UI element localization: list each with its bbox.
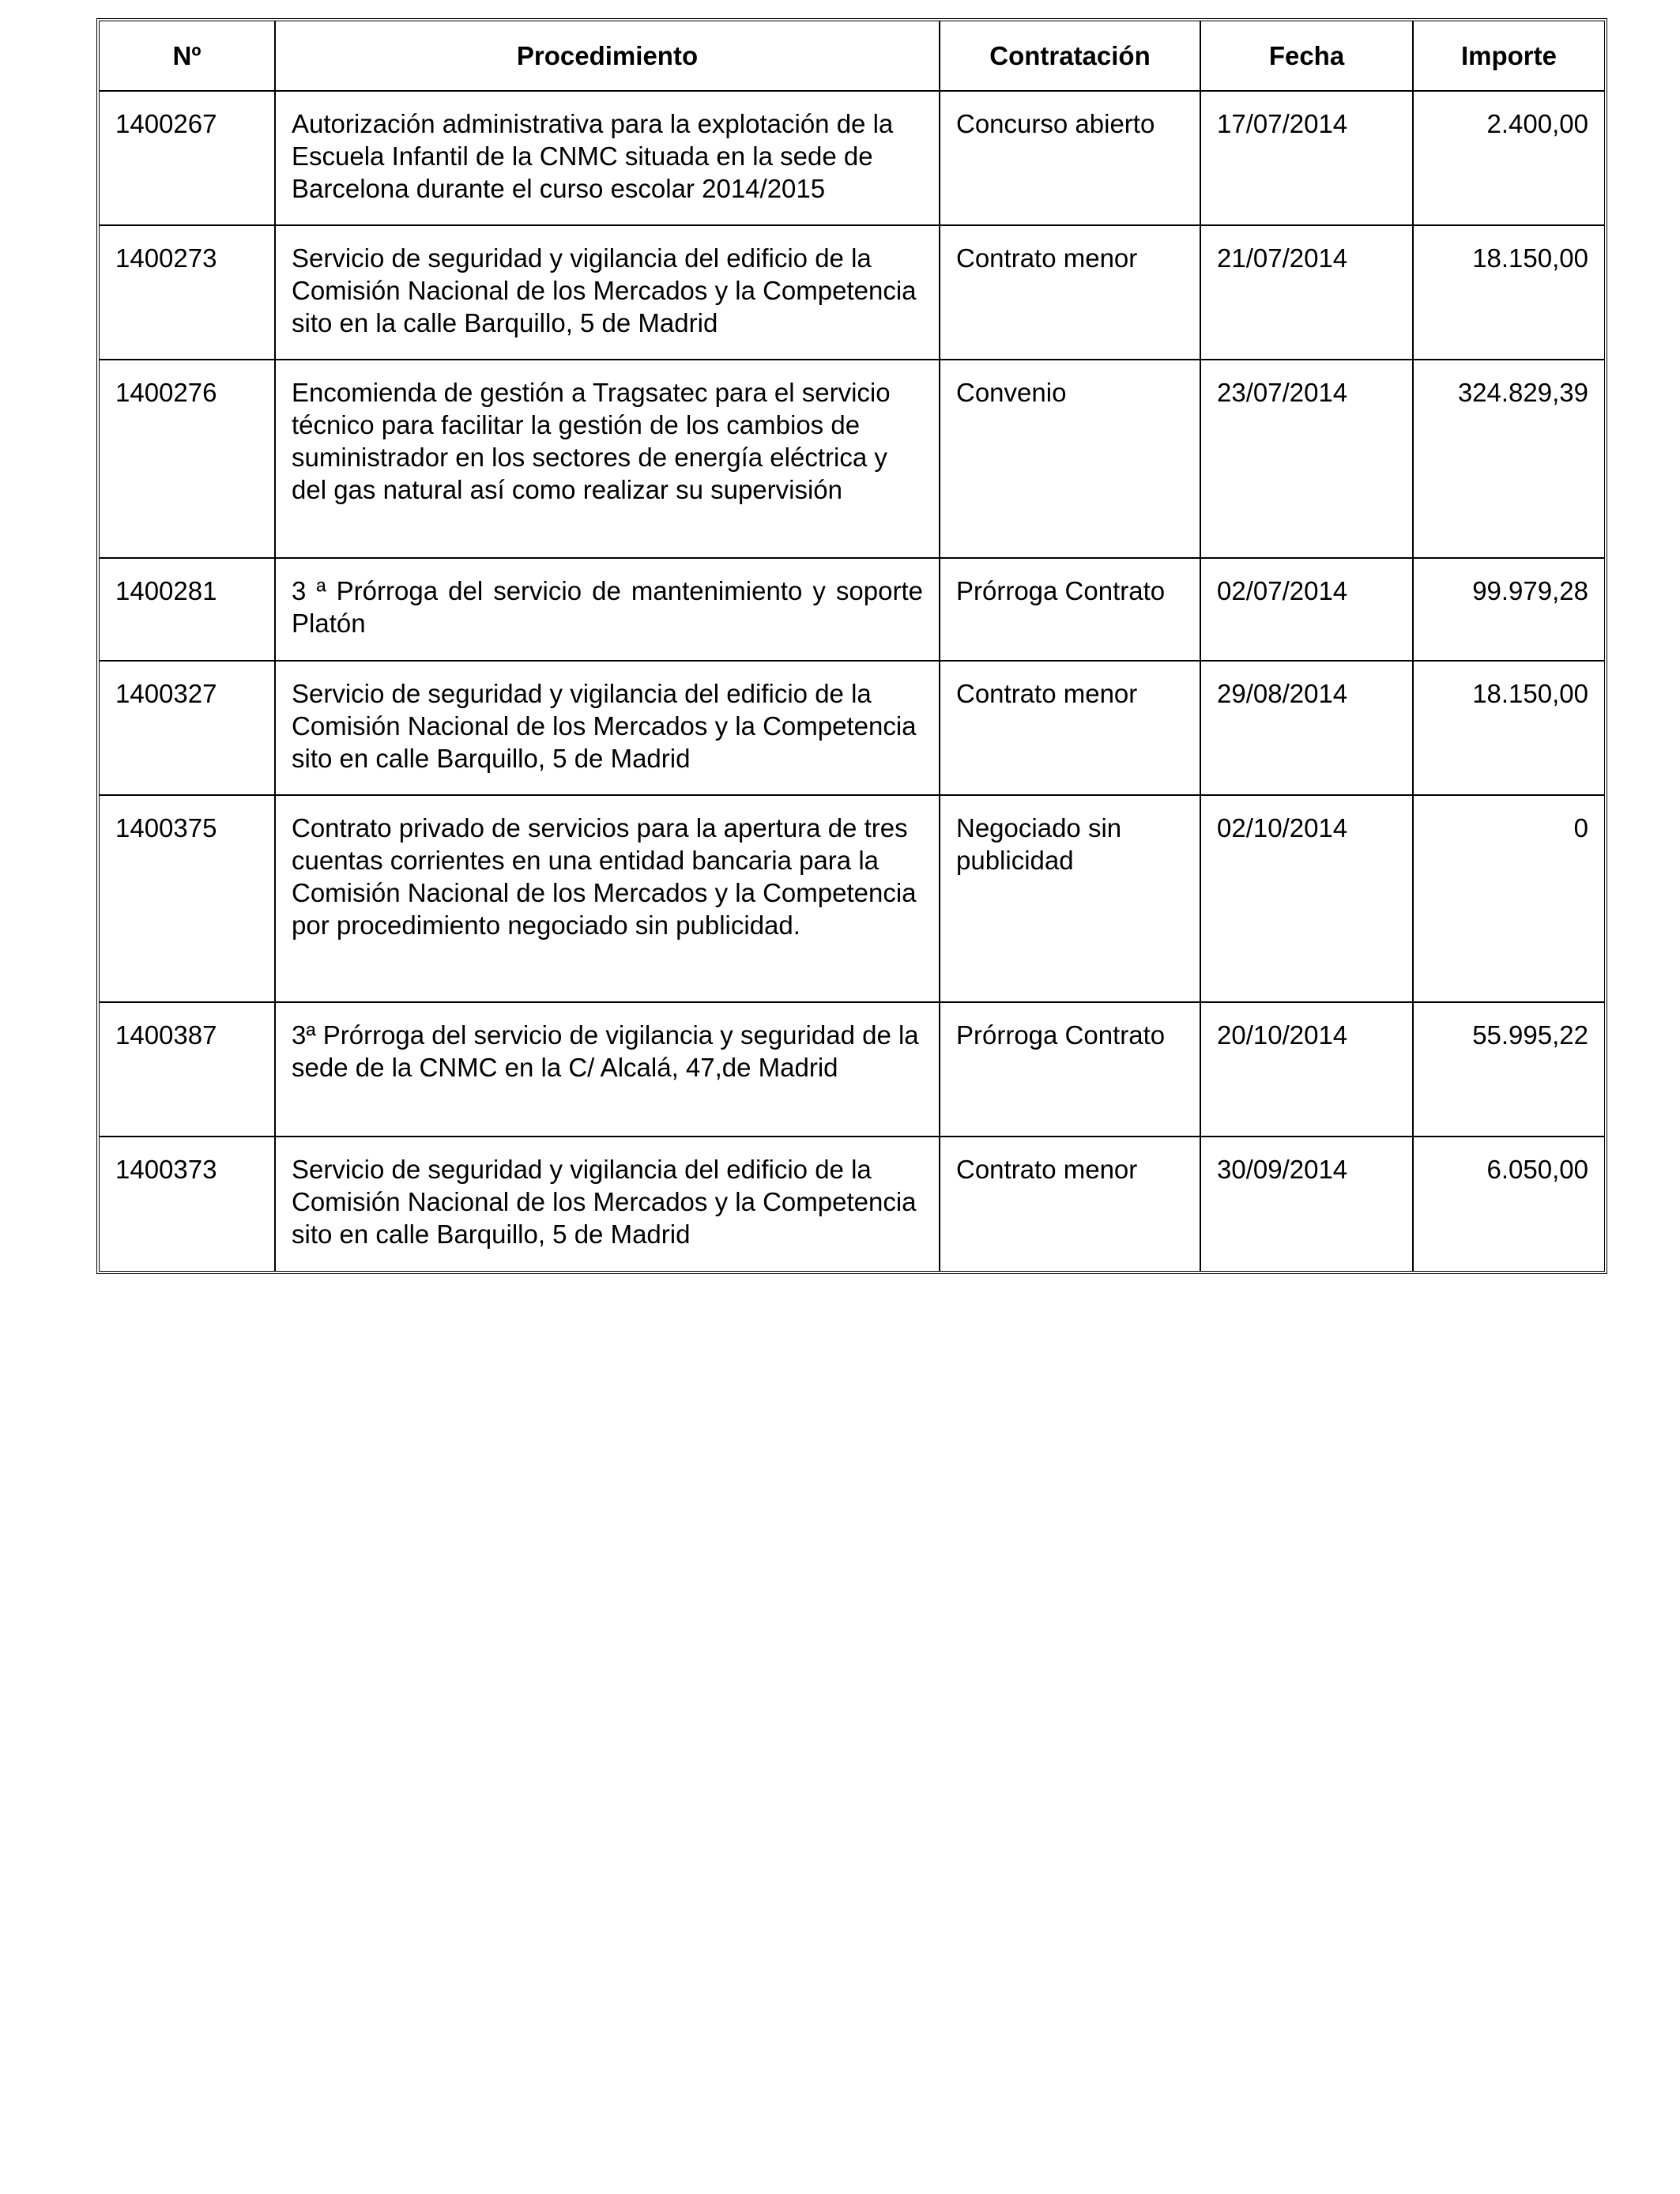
cell-fecha: 29/08/2014 [1200, 661, 1413, 795]
cell-fecha: 17/07/2014 [1200, 91, 1413, 225]
cell-procedimiento: Autorización administrativa para la explotación de la Escuela Infantil de la CNMC situada en la sede de Barcelona durante el curso escolar 2014/2015 [275, 91, 940, 225]
table-row [100, 91, 1604, 225]
cell-procedimiento: Servicio de seguridad y vigilancia del edificio de la Comisión Nacional de los Mercados y la Competencia sito en calle Barquillo, 5 de Madrid [275, 661, 940, 795]
cell-fecha: 02/07/2014 [1200, 558, 1413, 661]
contracts-table-frame [96, 18, 1607, 1274]
cell-procedimiento: Encomienda de gestión a Tragsatec para el servicio técnico para facilitar la gestión de los cambios de suministrador en los sectores de energía eléctrica y del gas natural así como realizar su supervisión [275, 360, 940, 558]
table-row [100, 558, 1604, 661]
cell-numero: 1400375 [100, 795, 275, 1002]
cell-fecha: 02/10/2014 [1200, 795, 1413, 1002]
cell-fecha: 23/07/2014 [1200, 360, 1413, 558]
cell-procedimiento: Servicio de seguridad y vigilancia del edificio de la Comisión Nacional de los Mercados y la Competencia sito en calle Barquillo, 5 de Madrid [275, 1137, 940, 1271]
cell-numero: 1400387 [100, 1002, 275, 1137]
cell-contratacion: Concurso abierto [940, 91, 1200, 225]
cell-importe: 18.150,00 [1413, 225, 1604, 360]
cell-contratacion: Contrato menor [940, 661, 1200, 795]
cell-contratacion: Negociado sin publicidad [940, 795, 1200, 1002]
cell-numero: 1400276 [100, 360, 275, 558]
header-procedimiento: Procedimiento [275, 21, 940, 91]
cell-fecha: 20/10/2014 [1200, 1002, 1413, 1137]
cell-contratacion: Contrato menor [940, 1137, 1200, 1271]
table-row [100, 661, 1604, 795]
cell-procedimiento: Contrato privado de servicios para la apertura de tres cuentas corrientes en una entidad bancaria para la Comisión Nacional de los Mercados y la Competencia por procedimiento negociado sin publicidad. [275, 795, 940, 1002]
header-fecha: Fecha [1200, 21, 1413, 91]
cell-importe: 6.050,00 [1413, 1137, 1604, 1271]
cell-contratacion: Prórroga Contrato [940, 1002, 1200, 1137]
table-row [100, 360, 1604, 558]
cell-contratacion: Prórroga Contrato [940, 558, 1200, 661]
cell-importe: 55.995,22 [1413, 1002, 1604, 1137]
cell-contratacion: Contrato menor [940, 225, 1200, 360]
cell-procedimiento: 3 ª Prórroga del servicio de mantenimiento y soporte Platón [275, 558, 940, 661]
cell-importe: 18.150,00 [1413, 661, 1604, 795]
table-row [100, 1002, 1604, 1137]
cell-fecha: 30/09/2014 [1200, 1137, 1413, 1271]
cell-numero: 1400281 [100, 558, 275, 661]
cell-numero: 1400267 [100, 91, 275, 225]
header-contratacion: Contratación [940, 21, 1200, 91]
cell-contratacion: Convenio [940, 360, 1200, 558]
cell-numero: 1400373 [100, 1137, 275, 1271]
cell-numero: 1400327 [100, 661, 275, 795]
cell-importe: 99.979,28 [1413, 558, 1604, 661]
cell-fecha: 21/07/2014 [1200, 225, 1413, 360]
table-row [100, 1137, 1604, 1271]
cell-procedimiento: 3ª Prórroga del servicio de vigilancia y seguridad de la sede de la CNMC en la C/ Alcalá, 47,de Madrid [275, 1002, 940, 1137]
cell-importe: 0 [1413, 795, 1604, 1002]
header-importe: Importe [1413, 21, 1604, 91]
cell-importe: 324.829,39 [1413, 360, 1604, 558]
table-row [100, 795, 1604, 1002]
table-row [100, 225, 1604, 360]
cell-importe: 2.400,00 [1413, 91, 1604, 225]
table-header-row [100, 21, 1604, 91]
cell-numero: 1400273 [100, 225, 275, 360]
cell-procedimiento: Servicio de seguridad y vigilancia del edificio de la Comisión Nacional de los Mercados y la Competencia sito en la calle Barquillo, 5 de Madrid [275, 225, 940, 360]
contracts-table [100, 21, 1604, 1271]
header-numero: Nº [100, 21, 275, 91]
